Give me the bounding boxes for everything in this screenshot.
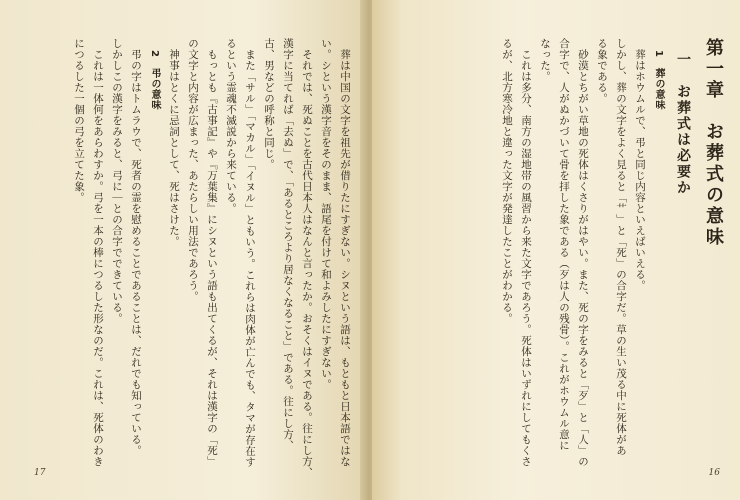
text-line: る象である。 <box>596 38 608 104</box>
text-line: しかしこの漢字をみると、弓に｜との合字でできている。 <box>111 38 123 324</box>
text-line: 合字で、人がぬかづいて骨を拝した象である（歹は人の残骨）。これがホウムル意に <box>558 38 570 451</box>
section-title: 一 お葬式は必要か <box>675 52 691 196</box>
text-line: につるした一個の弓を立てた象。 <box>73 38 85 203</box>
right-page-text <box>497 38 728 468</box>
text-line: るという霊魂不滅説から来ている。 <box>225 38 237 214</box>
text-line: それでは、死ぬことを古代日本人はなんと言ったか。おそくはイヌである。往にし方、 <box>301 38 313 478</box>
text-line: 弔の字はトムラウで、死者の霊を慰めることであることは、だれでも知っている。 <box>130 38 142 456</box>
text-line: 砂漠とちがい草地の死体はくさりがはやい。また、死の字をみると「歹」と「人」の <box>577 38 589 467</box>
right-page <box>372 0 740 500</box>
text-line: 葬はホウムルで、弔と同じ内容といえばいえる。 <box>634 38 646 291</box>
text-line: これは一体何をあらわすか。弓を一本の棒につるした形なのだ。これは、死体のわき <box>92 38 104 467</box>
page-number-right: 16 <box>708 468 720 478</box>
left-page <box>0 0 364 500</box>
text-line: 葬は中国の文字を祖先が借りたにすぎない。シヌという語は、もともと日本語ではな <box>339 38 351 467</box>
text-line: また「サル」「マカル」「イヌル」ともいう。これらは肉体が亡んでも、タマが存在す <box>244 38 256 468</box>
text-line: もっとも『古事記』や『万葉集』にシヌという語も出てくるが、それは漢字の「死」 <box>206 38 218 467</box>
subhead-tomurai: 2 弔の意味 <box>149 50 160 110</box>
text-line: の文字と内容が広まった、あたらしい用法であろう。 <box>187 38 199 302</box>
left-page-text <box>69 38 354 478</box>
text-line: るが、北方寒冷地と違った文字が発達したことがわかる。 <box>501 38 513 324</box>
text-line: い。シという漢字音をそのまま、語尾を付けて和よみしたにすぎない。 <box>320 38 332 390</box>
page-number-left: 17 <box>34 468 46 478</box>
text-line: しかし、葬の文字をよく見ると「艹」と「死」の合字だ。草の生い茂る中に死体があ <box>615 38 627 456</box>
text-line: 神事はとくに忌詞として、死はさけた。 <box>168 38 180 247</box>
chapter-title: 第一章 お葬式の意味 <box>703 38 724 248</box>
text-line: 漢字に当てれば「去ぬ」で、「あるところより居なくなること」である。往にし方、 <box>282 38 294 451</box>
subhead-sou: 1 葬の意味 <box>653 50 664 110</box>
text-line: これは多分、南方の湿地帯の風習から来た文字であろう。死体はいずれにしてもくさ <box>520 38 532 467</box>
text-line: なった。 <box>539 38 551 82</box>
text-line: 古、男などの呼称と同じ。 <box>263 38 275 170</box>
